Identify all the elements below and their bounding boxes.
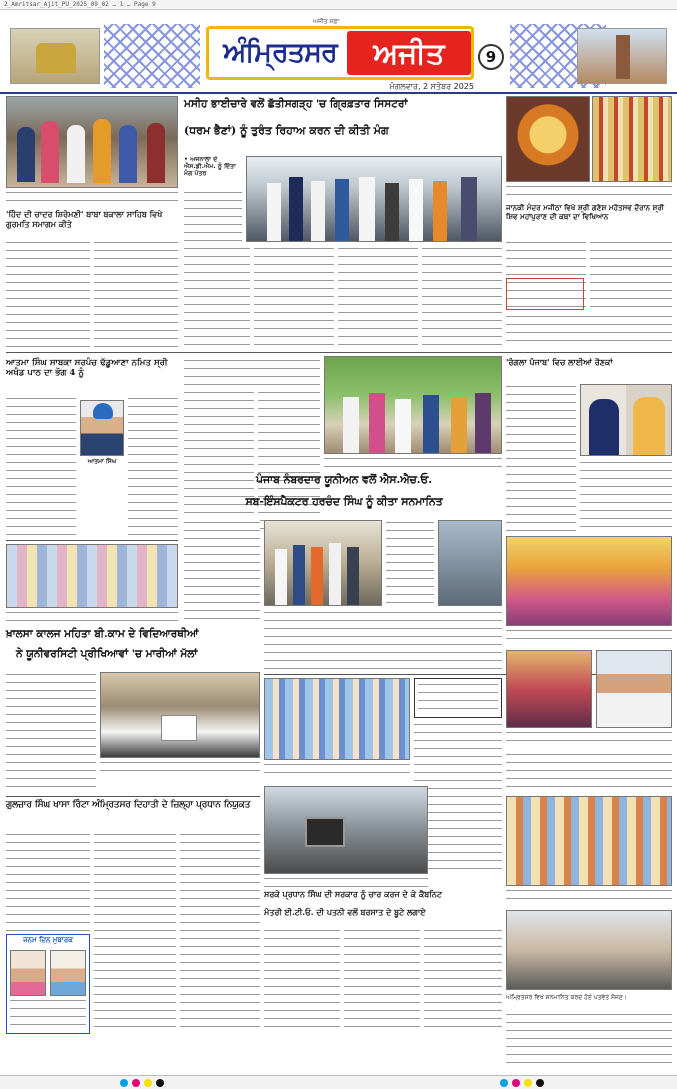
- photo-certificate-handover: [100, 672, 260, 758]
- black-dot-icon: [156, 1079, 164, 1087]
- atma-body-text-col2: [128, 396, 178, 536]
- photo-school-girls: [264, 678, 410, 760]
- photo-khalsa-students: [6, 544, 178, 608]
- nambardar-body-lower: [264, 610, 502, 670]
- photo-group-left: [6, 96, 178, 188]
- yellow-dot-icon: [524, 1079, 532, 1087]
- photo-felicitation: [506, 910, 672, 990]
- black-dot-icon: [536, 1079, 544, 1087]
- feature-box-text: [418, 682, 498, 714]
- photo-children-event: [506, 796, 672, 886]
- khalsa-headline-line1: ਖ਼ਾਲਸਾ ਕਾਲਜ ਮਹਿਤਾ ਬੀ.ਕਾਮ ਦੇ ਵਿਦਿਆਰਥੀਆਂ: [6, 628, 199, 640]
- title-ajit: ਅਜੀਤ: [347, 31, 471, 75]
- middle-short-item: [184, 358, 320, 386]
- khalsa-body-text: [6, 672, 96, 792]
- photo-memorial-plaque: [264, 786, 428, 874]
- bottom-body-col2: [344, 928, 420, 1028]
- atma-body-text: [6, 396, 76, 536]
- caption-lines: [6, 610, 178, 624]
- birthday-child-photo-2: [50, 950, 86, 996]
- masthead: [0, 10, 677, 94]
- cyan-dot-icon: [120, 1079, 128, 1087]
- hind-headline: 'ਹਿੰਦ ਦੀ ਚਾਦਰ ਸ਼ਿਰੋਮਣੀ' ਬਾਬਾ ਬਕਾਲਾ ਸਾਹਿਬ ਵਿਖੇ ਗੁਰਮਤਿ ਸਮਾਗਮ ਕੀਤੇ: [6, 209, 163, 229]
- issue-date: ਮੰਗਲਵਾਰ, 2 ਸਤੰਬਰ 2025: [389, 82, 474, 91]
- photo-women-group: [506, 650, 592, 728]
- photo-teej-festival: [506, 536, 672, 626]
- cyan-dot-icon: [500, 1079, 508, 1087]
- caption-lines: [6, 190, 178, 206]
- janaki-body-text-col2: [590, 240, 672, 310]
- golden-temple-image: [10, 28, 100, 84]
- gulzar-body-col3: [180, 832, 260, 1028]
- caption-lines: [506, 628, 672, 644]
- feature-body-text: [506, 384, 576, 534]
- bottom-body-col1: [264, 928, 340, 1028]
- right-lower-body: [506, 752, 672, 792]
- magenta-dot-icon: [512, 1079, 520, 1087]
- khalsa-headline-line2: ਨੇ ਯੂਨੀਵਰਸਿਟੀ ਪ੍ਰੀਖਿਆਵਾਂ 'ਚ ਮਾਰੀਆਂ ਮੱਲਾਂ: [16, 648, 198, 660]
- bottom-headline-line1: ਸਰਕੇ ਪ੍ਰਧਾਨ ਸਿੰਘ ਦੀ ਸਰਕਾਰ ਨੂੰ ਚਾਰ ਕਰਜ ਦੇ ਕੇ ਕੈਬਨਿਟ: [264, 889, 442, 899]
- lead-body-col1: [184, 246, 250, 348]
- photo-sho-honour: [438, 520, 502, 606]
- caption-lines: [324, 456, 502, 472]
- gulzar-body-col1: [6, 832, 90, 932]
- section-divider: [6, 540, 178, 541]
- bottom-body-col3: [424, 928, 502, 1028]
- caption-lines: [506, 184, 672, 200]
- print-registration-bar: [0, 1075, 677, 1089]
- lead-headline-line2: (ਧਰਮ ਭੈਣਾਂ) ਨੂੰ ਤੁਰੰਤ ਰਿਹਾਅ ਕਰਨ ਦੀ ਕੀਤੀ ਮੰਗ: [184, 124, 389, 137]
- caption-lines: [506, 730, 672, 748]
- atma-headline: ਆਤਮਾ ਸਿੰਘ ਸਾਬਕਾ ਸਰਪੰਚ ਢੱਡੂਆਣਾ ਨਮਿਤ ਸ੍ਰੀ ਅਖੰਡ ਪਾਠ ਦਾ ਭੋਗ 4 ਨੂੰ: [6, 358, 168, 379]
- portrait-atma-singh: [80, 400, 124, 456]
- caption-sample: ਅੰਮ੍ਰਿਤਸਰ ਵਿਖੇ ਸਨਮਾਨਿਤ ਕਰਦੇ ਹੋਏ ਪਤਵੰਤੇ ਸੱਜਣ।: [506, 994, 627, 1001]
- janaki-headline: ਜਾਨਕੀ ਮੰਦਰ ਮਜੀਠਾ ਵਿਖੇ ਸ਼੍ਰੀ ਗਣੇਸ਼ ਮਹੋਤਸਵ ਦੌਰਾਨ ਸ਼੍ਰੀ ਸ਼ਿਵ ਮਹਾਂਪੁਰਾਣ ਦੀ ਕਥਾ ਦਾ ਵਿਖਿਆਨ: [506, 203, 665, 221]
- right-feature-headline: 'ਰੰਗਲਾ ਪੰਜਾਬ' ਵਿਚ ਲਾਈਆਂ ਰੌਣਕਾਂ: [506, 357, 613, 367]
- masthead-pattern-left: [104, 24, 200, 88]
- lead-body-col2: [254, 246, 334, 348]
- birthday-label: ਜਨਮ ਦਿਨ ਮੁਬਾਰਕ: [23, 935, 73, 944]
- magenta-dot-icon: [132, 1079, 140, 1087]
- lead-kicker: • ਅਜਨਾਲਾ ਦੇ ਐਸ.ਡੀ.ਐਮ. ਨੂੰ ਦਿੱਤਾ ਮੰਗ ਪੱਤਰ: [184, 156, 236, 177]
- photo-nambardar-union: [264, 520, 382, 606]
- lead-body-col4: [422, 246, 502, 348]
- section-divider: [6, 796, 260, 797]
- gulzar-headline: ਗੁਲਜ਼ਾਰ ਸਿੰਘ ਖਾਸਾ ਰਿੰਟਾ ਅੰਮ੍ਰਿਤਸਰ ਦਿਹਾਤੀ ਦੇ ਜ਼ਿਲ੍ਹਾ ਪ੍ਰਧਾਨ ਨਿਯੁਕਤ: [6, 800, 251, 810]
- photo-man-portrait: [596, 650, 672, 728]
- photo-ganesh-idol: [506, 96, 590, 182]
- caption-lines: [264, 762, 410, 776]
- middle-short-body: [184, 390, 254, 536]
- photo-congregation: [592, 96, 672, 182]
- heritage-tower-image: [577, 28, 667, 84]
- masthead-small-label: ਅਜੀਤ ਸਫ਼ਾ: [296, 18, 356, 26]
- lead-body-col3: [338, 246, 418, 348]
- birthday-names: [10, 998, 86, 1030]
- caption-lines: [100, 760, 260, 774]
- birthday-child-photo-1: [10, 950, 46, 996]
- lead-headline-line1: ਮਸੀਹ ਭਾਈਚਾਰੇ ਵਲੋਂ ਛੱਤੀਸਗੜ੍ਹ 'ਚ ਗ੍ਰਿਫ਼ਤਾਰ ਸਿਸਟਰਾਂ: [184, 98, 408, 110]
- right-bottom-body: [506, 1012, 672, 1068]
- janaki-body-lower: [506, 314, 672, 348]
- caption-lines: [506, 888, 672, 906]
- print-file-strip: [0, 0, 677, 10]
- hind-body-text-col2: [94, 240, 178, 348]
- gulzar-body-col2: [94, 832, 176, 1028]
- lead-body-text: [184, 190, 242, 242]
- caption-lines: [264, 876, 428, 888]
- hind-body-text: [6, 240, 90, 348]
- nambardar-body-col1: [184, 520, 260, 626]
- photo-memorandum-group: [246, 156, 502, 242]
- newspaper-title: [206, 26, 474, 80]
- section-divider: [6, 352, 672, 353]
- print-file-label: 2_Amritsar_Ajit_PU_2025_09_02 … 1 … Page 9: [4, 1, 156, 8]
- title-city: ਅੰਮ੍ਰਿਤਸਰ: [223, 37, 337, 68]
- page-number: 9: [478, 44, 504, 70]
- middle-short-body-2: [258, 390, 320, 536]
- feature-body-right: [580, 460, 672, 534]
- punjab-headline-line1: ਪੰਜਾਬ ਨੰਬਰਦਾਰ ਯੂਨੀਅਨ ਵਲੋਂ ਐਸ.ਐਚ.ਓ.: [256, 473, 432, 486]
- yellow-dot-icon: [144, 1079, 152, 1087]
- portrait-caption: ਆਤਮਾ ਸਿੰਘ: [87, 458, 117, 465]
- bottom-headline-line2: ਮੰਤਰੀ ਈ.ਟੀ.ਓ. ਦੀ ਪਤਨੀ ਵਲੋਂ ਬਰਸਾਤ ਦੇ ਬੂਟੇ ਲਗਾਏ: [264, 907, 426, 917]
- photo-tree-plantation: [324, 356, 502, 454]
- punjab-headline-line2: ਸਬ-ਇੰਸਪੈਕਟਰ ਹਰਚੰਦ ਸਿੰਘ ਨੂੰ ਕੀਤਾ ਸਨਮਾਨਿਤ: [245, 495, 443, 508]
- notice-box: [506, 278, 584, 310]
- photo-minister: [580, 384, 672, 456]
